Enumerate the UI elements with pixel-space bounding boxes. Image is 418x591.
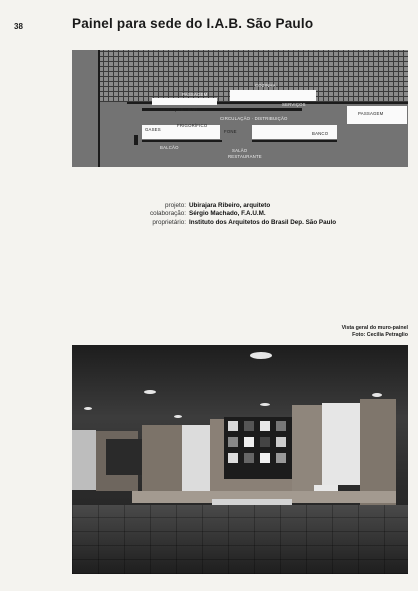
ceiling-light — [260, 403, 270, 406]
plan-label-circulation: CIRCULAÇÃO · DISTRIBUIÇÃO — [220, 116, 288, 121]
photo-white-wall-right — [322, 403, 360, 485]
photo-white-wall — [182, 425, 212, 495]
interior-photo — [72, 345, 408, 574]
page-title: Painel para sede do I.A.B. São Paulo — [72, 16, 314, 31]
plan-label-restaurant: RESTAURANTE — [228, 154, 262, 159]
mural-tile — [228, 437, 238, 447]
photo-floor — [72, 505, 408, 574]
plan-wall-left — [134, 135, 138, 145]
caption-line-1: Vista geral do muro-painel — [341, 325, 408, 331]
ceiling-light — [372, 393, 382, 397]
credit-value: Ubirajara Ribeiro, arquiteto — [189, 202, 271, 209]
credit-row — [120, 219, 336, 227]
ceiling-light — [250, 352, 272, 359]
mural-tile — [228, 453, 238, 463]
credit-label: colaboração: — [149, 210, 186, 218]
plan-label-passage-top: PASSAGEM — [182, 92, 208, 97]
mural-tile — [244, 453, 254, 463]
plan-label-fone: FONE — [224, 129, 237, 134]
plan-label-bar: SERVIÇOS · BAR — [160, 107, 198, 112]
plan-label-frigorifico: FRIGORÍFICO — [177, 123, 208, 128]
plan-wall-seat — [252, 140, 337, 142]
plan-label-bank: BANCO — [312, 131, 329, 136]
plan-label-gases: GASES — [145, 127, 161, 132]
credit-row — [120, 202, 336, 210]
credit-label: projeto: — [164, 202, 186, 209]
credits-block — [120, 202, 336, 227]
mural-tile — [276, 437, 286, 447]
credit-value: Instituto dos Arquitetos do Brasil Dep. São Paulo — [189, 218, 337, 226]
plan-label-kitchen: COZINHA — [255, 83, 276, 88]
photo-caption — [342, 325, 408, 339]
credit-value: Sérgio Machado, F.A.U.M. — [189, 210, 266, 218]
plan-room-bar — [152, 98, 217, 105]
credit-label: proprietário: — [152, 218, 186, 226]
plan-wall-counter — [142, 140, 222, 142]
ceiling-light — [84, 407, 92, 410]
photo-stone-column-right — [292, 405, 322, 491]
photo-stone-column — [142, 425, 182, 499]
ceiling-light — [174, 415, 182, 418]
mural-tile — [260, 453, 270, 463]
plan-room-kitchen — [230, 90, 316, 101]
caption-line-2: Foto: Cecilia Petraglio — [352, 332, 408, 339]
mural-tile — [228, 421, 238, 431]
mural-tile — [260, 437, 270, 447]
plan-wall-vertical — [98, 50, 100, 167]
photo-window — [106, 439, 142, 475]
plan-label-counter: BALCÃO — [160, 145, 179, 150]
plan-label-passage-right: PASSAGEM — [358, 111, 384, 116]
plan-label-hall: SALÃO — [232, 148, 248, 153]
ceiling-light — [144, 390, 156, 394]
credit-row — [120, 210, 336, 218]
mural-tile — [276, 421, 286, 431]
mural-tile — [260, 421, 270, 431]
plan-label-services: SERVIÇOS — [282, 102, 306, 107]
mural-tile — [244, 437, 254, 447]
floor-plan — [72, 50, 408, 167]
mural-tile — [244, 421, 254, 431]
mural-tile — [276, 453, 286, 463]
photo-left-wall — [72, 430, 96, 490]
page-number: 38 — [14, 22, 23, 31]
